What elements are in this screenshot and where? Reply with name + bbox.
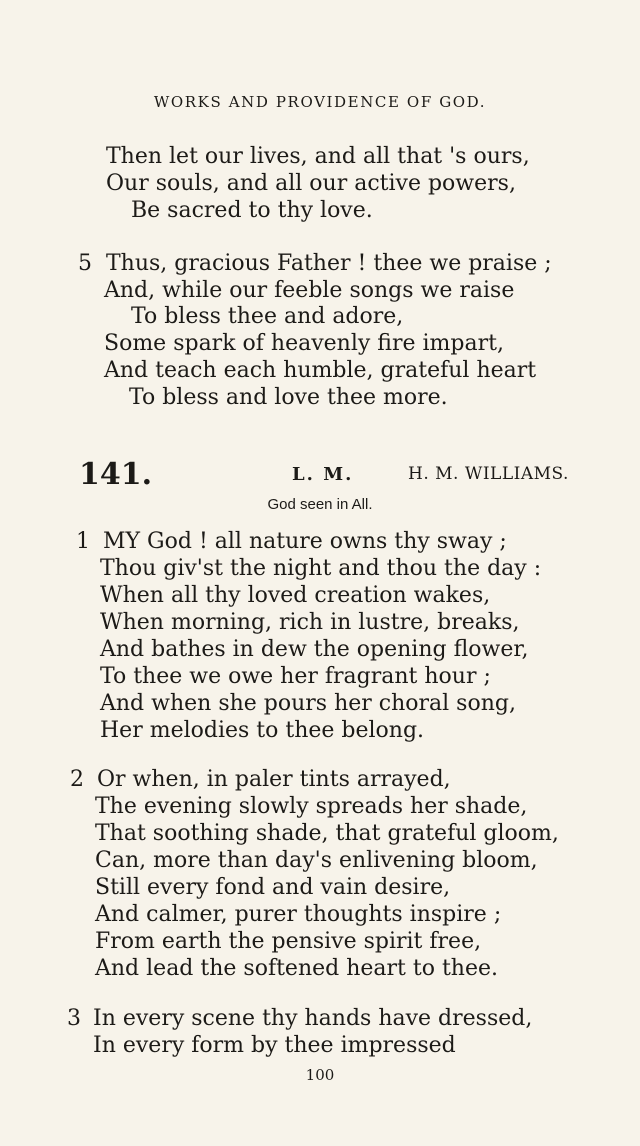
stanza-number: 3	[67, 1006, 81, 1031]
hymn-meter: L. M.	[292, 464, 354, 485]
verse-line: Be sacred to thy love.	[131, 198, 373, 223]
verse-line: Then let our lives, and all that 's ours,	[106, 144, 530, 169]
hymn-title: God seen in All.	[267, 496, 373, 513]
verse-line: Some spark of heavenly fire impart,	[104, 331, 504, 356]
verse-line: To bless thee and adore,	[131, 304, 404, 329]
running-head: WORKS AND PROVIDENCE OF GOD.	[153, 93, 487, 111]
verse-line: MY God ! all nature owns thy sway ;	[103, 529, 507, 554]
verse-line: In every scene thy hands have dressed,	[93, 1006, 533, 1031]
hymn-number: 141.	[79, 457, 153, 492]
verse-line: In every form by thee impressed	[93, 1033, 456, 1058]
verse-line: When morning, rich in lustre, breaks,	[100, 610, 520, 635]
verse-line: And, while our feeble songs we raise	[104, 278, 515, 303]
verse-line: And teach each humble, grateful heart	[104, 358, 537, 383]
verse-line: Our souls, and all our active powers,	[106, 171, 516, 196]
verse-line: When all thy loved creation wakes,	[100, 583, 491, 608]
hymn-author: H. M. WILLIAMS.	[408, 464, 569, 484]
verse-line: Still every fond and vain desire,	[95, 875, 451, 900]
verse-line: Can, more than day's enlivening bloom,	[95, 848, 538, 873]
stanza-number: 1	[76, 529, 90, 554]
verse-line: Thou giv'st the night and thou the day :	[100, 556, 542, 581]
verse-line: And lead the softened heart to thee.	[95, 956, 498, 981]
hymn-heading	[0, 457, 640, 492]
verse-line: And bathes in dew the opening flower,	[100, 637, 529, 662]
verse-line: The evening slowly spreads her shade,	[95, 794, 528, 819]
verse-line: To thee we owe her fragrant hour ;	[100, 664, 491, 689]
verse-line: To bless and love thee more.	[129, 385, 448, 410]
verse-line: Or when, in paler tints arrayed,	[97, 767, 451, 792]
verse-line: Her melodies to thee belong.	[100, 718, 425, 743]
verse-line: From earth the pensive spirit free,	[95, 929, 482, 954]
stanza-number: 5	[78, 251, 92, 276]
verse-line: And when she pours her choral song,	[100, 691, 516, 716]
verse-line: And calmer, purer thoughts inspire ;	[95, 902, 502, 927]
stanza-number: 2	[70, 767, 84, 792]
page-number: 100	[305, 1066, 335, 1084]
verse-line: Thus, gracious Father ! thee we praise ;	[106, 251, 552, 276]
verse-line: That soothing shade, that grateful gloom,	[95, 821, 559, 846]
